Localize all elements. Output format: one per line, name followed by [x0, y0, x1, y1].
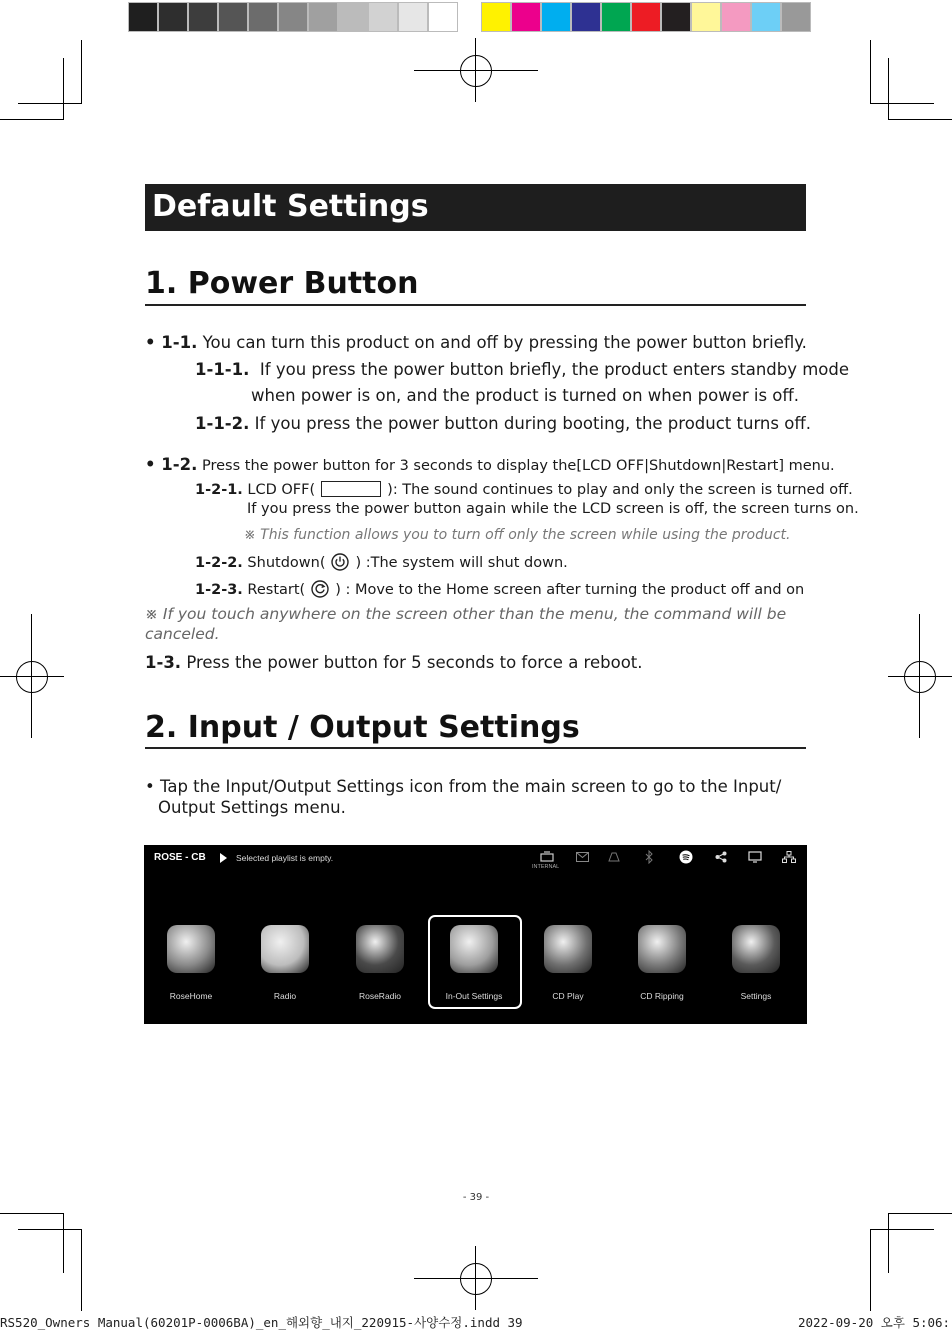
process-swatch	[571, 2, 601, 32]
section-2-rule	[145, 747, 806, 749]
process-color-bar	[481, 2, 811, 32]
mail-icon[interactable]	[576, 852, 589, 862]
app-label: In-Out Settings	[445, 991, 503, 1001]
gray-swatch	[428, 2, 458, 32]
process-swatch	[781, 2, 811, 32]
section-1-rule	[145, 304, 806, 306]
process-swatch	[631, 2, 661, 32]
gray-swatch	[218, 2, 248, 32]
gray-swatch	[248, 2, 278, 32]
app-label: CD Play	[552, 991, 584, 1001]
app-tile[interactable]	[538, 925, 598, 1001]
gray-swatch	[278, 2, 308, 32]
para-1-3: 1-3. Press the power button for 5 seconds to force a reboot.	[145, 653, 643, 672]
internal-label: INTERNAL	[532, 864, 560, 870]
app-label: CD Ripping	[640, 991, 684, 1001]
section-banner	[145, 184, 806, 231]
page-number: - 39 -	[462, 1192, 490, 1203]
roseradio-icon	[356, 925, 404, 973]
process-swatch	[721, 2, 751, 32]
section-2-text-line1: • Tap the Input/Output Settings icon from the main screen to go to the Input/	[145, 777, 782, 796]
gray-color-bar	[128, 2, 458, 32]
para-1-1-1-cont: when power is on, and the product is turned on when power is off.	[251, 386, 799, 405]
note-cancel-line2: canceled.	[145, 625, 220, 643]
process-swatch	[601, 2, 631, 32]
app-tile[interactable]	[255, 925, 315, 1001]
power-icon	[331, 553, 349, 571]
network-icon[interactable]	[782, 851, 796, 863]
para-1-2-3: 1-2-3. Restart( ) : Move to the Home screen after turning the product off and on	[195, 582, 805, 598]
cd-play-icon	[544, 925, 592, 973]
gray-swatch	[398, 2, 428, 32]
gray-swatch	[188, 2, 218, 32]
bluetooth-icon[interactable]	[644, 850, 654, 864]
process-swatch	[541, 2, 571, 32]
share-icon[interactable]	[715, 851, 727, 863]
playlist-status: Selected playlist is empty.	[236, 853, 334, 863]
para-1-1-2: 1-1-2. If you press the power button during booting, the product turns off.	[195, 414, 811, 433]
gray-swatch	[338, 2, 368, 32]
app-tile[interactable]	[726, 925, 786, 1001]
banner-title: Default Settings	[152, 189, 429, 224]
section-2-text-line2: Output Settings menu.	[158, 798, 346, 817]
app-label: Settings	[740, 991, 772, 1001]
app-tile[interactable]	[632, 925, 692, 1001]
selected-app-highlight	[428, 915, 522, 1009]
process-swatch	[481, 2, 511, 32]
process-swatch	[751, 2, 781, 32]
gray-swatch	[128, 2, 158, 32]
gray-swatch	[158, 2, 188, 32]
alarm-icon[interactable]	[607, 850, 621, 864]
note-cancel-line1: ※ If you touch anywhere on the screen other than the menu, the command will be	[145, 605, 787, 623]
radio-icon	[261, 925, 309, 973]
spotify-icon[interactable]	[679, 850, 693, 864]
gray-swatch	[368, 2, 398, 32]
section-2-title: 2. Input / Output Settings	[145, 710, 580, 745]
gray-swatch	[308, 2, 338, 32]
rosehome-icon	[167, 925, 215, 973]
para-1-2-2: 1-2-2. Shutdown( ) :The system will shut down.	[195, 555, 568, 571]
app-label: RoseHome	[169, 991, 213, 1001]
screen-mirror-icon[interactable]	[748, 851, 762, 863]
footer-datetime: 2022-09-20 오후 5:06:	[798, 1315, 951, 1330]
play-icon[interactable]	[220, 853, 227, 863]
footer-file-info: RS520_Owners Manual(60201P-0006BA)_en_해외향_내지_220915-사양수정.indd 39	[0, 1315, 523, 1330]
para-1-2-1: 1-2-1. LCD OFF( ): The sound continues to play and only the screen is turned off.	[195, 482, 853, 498]
device-main-screen	[144, 845, 807, 1024]
note-lcd-off: ※ This function allows you to turn off only the screen while using the product.	[244, 527, 791, 543]
app-tile[interactable]	[350, 925, 410, 1001]
device-name: ROSE - CB	[154, 852, 206, 863]
settings-gear-icon	[732, 925, 780, 973]
para-1-2-1-cont: If you press the power button again while the LCD screen is off, the screen turns on.	[247, 501, 859, 517]
app-tile[interactable]	[161, 925, 221, 1001]
process-swatch	[511, 2, 541, 32]
lcd-off-icon	[321, 481, 381, 497]
process-swatch	[691, 2, 721, 32]
cd-ripping-icon	[638, 925, 686, 973]
process-swatch	[661, 2, 691, 32]
restart-icon	[311, 580, 329, 598]
app-label: Radio	[273, 991, 297, 1001]
internal-storage-icon[interactable]	[540, 851, 554, 863]
section-1-title: 1. Power Button	[145, 266, 419, 301]
para-1-1: • 1-1. You can turn this product on and off by pressing the power button briefly.	[145, 333, 807, 352]
para-1-1-1: 1-1-1. If you press the power button briefly, the product enters standby mode	[195, 360, 850, 379]
para-1-2: • 1-2. Press the power button for 3 seconds to display the[LCD OFF|Shutdown|Restart] menu.	[145, 455, 835, 474]
app-label: RoseRadio	[358, 991, 402, 1001]
